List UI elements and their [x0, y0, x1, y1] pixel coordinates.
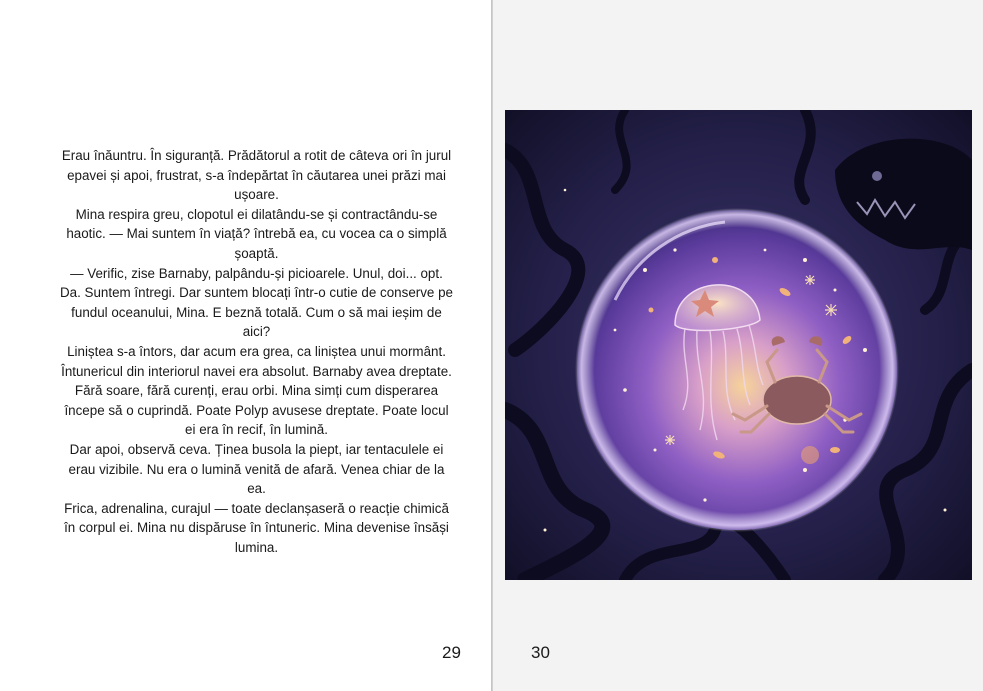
left-page [0, 0, 491, 691]
story-text [60, 146, 453, 557]
illustration-svg [505, 110, 972, 580]
paragraph-1: Erau înăuntru. În siguranță. Prădătorul a rotit de câteva ori în jurul epavei și apoi, frustrat, s-a îndepărtat în căutarea unei prăzi mai ușoare. [61, 148, 452, 203]
small-jellyfish [801, 446, 819, 464]
paragraph-4: Liniștea s-a întors, dar acum era grea, ca liniștea unui mormânt. Întunericul din interiorul navei era absolut. Barnaby avea dreptate. Fără soare, fără curenți, erau orbi. Mina simți cum disperarea începe să o cuprindă. Poate Polyp avusese dreptate. Poate locul ei era în recif, în lumină. [61, 343, 452, 438]
illustration-jellyfish-crab-bubble [505, 110, 972, 580]
paragraph-3: — Verific, zise Barnaby, palpându-și picioarele. Unul, doi... opt. Da. Suntem întregi. Dar suntem blocați într-o cutie de conserve pe fundul oceanului, Mina. E beznă totală. Cum o să mai ieșim de aici? [60, 265, 453, 340]
bubble-rim [575, 208, 899, 532]
page-number-left: 29 [442, 643, 461, 662]
paragraph-5: Dar apoi, observă ceva. Ținea busola la piept, iar tentaculele ei erau vizibile. Nu era o lumină venită de afară. Venea chiar de la ea. [68, 441, 445, 497]
page-number-right: 30 [531, 643, 550, 662]
paragraph-6: Frica, adrenalina, curajul — toate declanșaseră o reacție chimică în corpul ei. Mina nu dispăruse în întuneric. Mina devenise însăși lumina. [64, 500, 449, 555]
paragraph-2: Mina respira greu, clopotul ei dilatându-se și contractându-se haotic. — Mai suntem în viață? întrebă ea, cu vocea ca o simplă șoaptă. [66, 206, 447, 261]
